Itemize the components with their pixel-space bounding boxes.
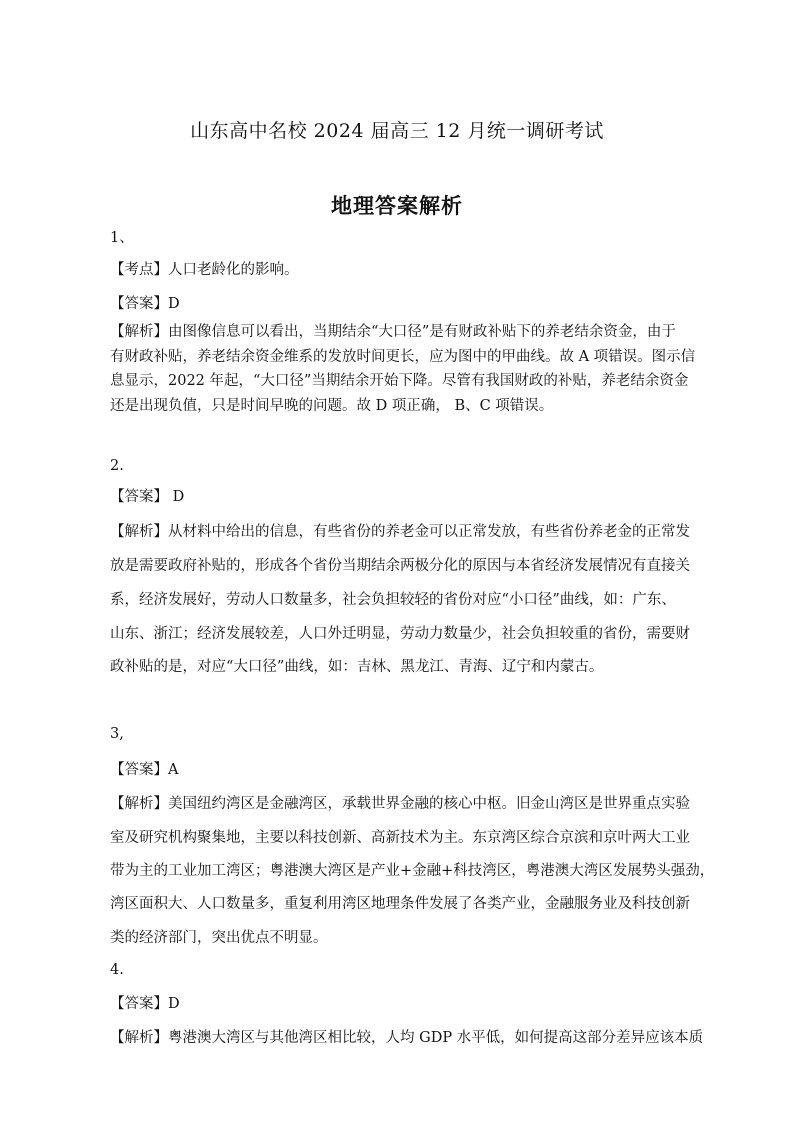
question-1-analysis-line: 息显示，2022 年起，“大口径”当期结余开始下降。尽管有我国财政的补贴，养老结余资金	[110, 373, 689, 389]
question-1-answer: 【答案】D	[110, 296, 180, 312]
question-1-analysis-line: 有财政补贴，养老结余资金维系的发放时间更长，应为图中的甲曲线。故 A 项错误。图示信	[110, 349, 696, 365]
question-2-number: 2.	[110, 458, 124, 474]
section-title: 地理答案解析	[331, 193, 463, 218]
question-1-number: 1、	[110, 230, 134, 246]
question-3-analysis-line: 湾区面积大、人口数量多，重复利用湾区地理条件发展了各类产业，金融服务业及科技创新	[110, 896, 690, 912]
question-3-analysis-line: 类的经济部门，突出优点不明显。	[110, 930, 328, 946]
question-1-analysis-line: 还是出现负值，只是时间早晚的问题。故 D 项正确， B、C 项错误。	[110, 398, 554, 414]
question-1-topic: 【考点】人口老龄化的影响。	[110, 262, 299, 278]
question-4-answer: 【答案】D	[110, 996, 180, 1012]
question-2-analysis-line: 系，经济发展好，劳动人口数量多，社会负担较轻的省份对应“小口径”曲线，如：广东、	[110, 592, 676, 608]
exam-title: 山东高中名校 2024 届高三 12 月统一调研考试	[190, 120, 604, 142]
question-3-answer: 【答案】A	[110, 762, 179, 778]
question-2-analysis-line: 放是需要政府补贴的，形成各个省份当期结余两极分化的原因与本省经济发展情况有直接关	[110, 558, 690, 574]
question-3-number: 3,	[110, 726, 124, 742]
question-1-analysis-line: 【解析】由图像信息可以看出，当期结余“大口径”是有财政补贴下的养老结余资金，由于	[110, 324, 676, 340]
question-2-analysis-line: 【解析】从材料中给出的信息，有些省份的养老金可以正常发放，有些省份养老金的正常发	[110, 524, 690, 540]
question-2-answer: 【答案】 D	[110, 489, 185, 505]
question-3-analysis-line: 室及研究机构聚集地，主要以科技创新、高新技术为主。东京湾区综合京滨和京叶两大工业	[110, 830, 690, 846]
question-2-analysis-line: 山东、浙江；经济发展较差，人口外迁明显，劳动力数量少，社会负担较重的省份，需要财	[110, 626, 690, 642]
question-3-analysis-line: 【解析】美国纽约湾区是金融湾区，承载世界金融的核心中枢。旧金山湾区是世界重点实验	[110, 796, 690, 812]
question-2-analysis-line: 政补贴的是，对应“大口径”曲线，如：吉林、黑龙江、青海、辽宁和内蒙古。	[110, 659, 604, 675]
question-4-number: 4.	[110, 962, 124, 978]
question-3-analysis-line: 带为主的工业加工湾区；粤港澳大湾区是产业+金融+科技湾区，粤港澳大湾区发展势头强劲，	[110, 863, 715, 879]
question-4-analysis-line: 【解析】粤港澳大湾区与其他湾区相比较，人均 GDP 水平低，如何提高这部分差异应该本质	[110, 1030, 704, 1046]
